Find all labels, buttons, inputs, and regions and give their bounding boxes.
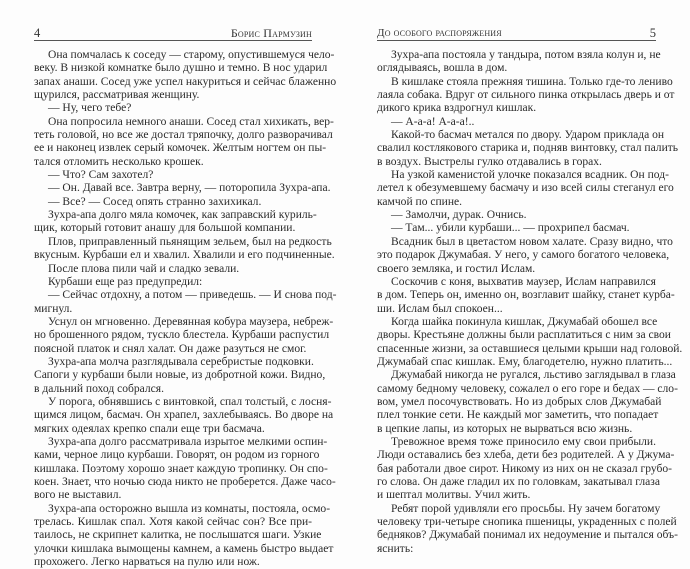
text-line: яснить: bbox=[377, 542, 414, 555]
running-head-title: До особого распоряжения bbox=[377, 27, 502, 39]
text-line: Тревожное время тоже приносило ему свои прибыли. bbox=[391, 435, 656, 448]
text-line: Курбаши еще раз предупредил: bbox=[48, 275, 203, 288]
text-line: тался отломить несколько крошек. bbox=[34, 155, 204, 168]
text-line: спасенные жизни, за оставшиеся целыми крыши над головой. bbox=[377, 342, 683, 355]
text-line: — Там... убили курбаши... — прохрипел басмач. bbox=[391, 222, 630, 235]
text-line: трелась. Кишлак спал. Хотя какой сейчас сон? Все при- bbox=[34, 516, 312, 529]
text-line: в дальний поход собрался. bbox=[34, 382, 164, 395]
text-line: веку. В низкой комнатке было душно и темно. В нос ударил bbox=[34, 62, 328, 75]
right-page bbox=[345, 0, 690, 555]
text-line: — А-а-а! А-а-а!.. bbox=[391, 115, 475, 128]
right-page-body bbox=[377, 49, 683, 556]
text-line: Зухра-апа осторожно вышла из комнаты, постояла, осмо- bbox=[48, 502, 331, 515]
text-line: но брошенного рядом, тускло блестела. Курбаши распустил bbox=[34, 329, 330, 342]
text-line: бедняков? Джумабай понимал их недоумение и пытался объ- bbox=[377, 529, 678, 542]
text-line: это подарок Джумабая. У него, у самого богатого человека, bbox=[377, 249, 670, 262]
text-line: в воздух. Выстрелы гулко отдавались в горах. bbox=[377, 155, 602, 168]
text-line: таилось, не скрипнет калитка, не послышатся шаги. Узкие bbox=[34, 529, 322, 542]
text-line: Она попросила немного анаши. Сосед стал хихикать, вер- bbox=[48, 115, 334, 128]
text-line: — Он. Давай все. Завтра верну, — поторопила Зухра-апа. bbox=[48, 182, 331, 195]
text-line: Соскочив с коня, выхватив маузер, Ислам направился bbox=[391, 275, 656, 288]
text-line: щик, который готовит анашу для большой компании. bbox=[34, 222, 296, 235]
text-line: плел тонкие сети. Не каждый мог заметить, что попадает bbox=[377, 409, 659, 422]
text-line: оглядываясь, вошла в дом. bbox=[377, 62, 508, 75]
text-line: щимся лицом, басмач. Он храпел, захлебываясь. Во дворе на bbox=[34, 409, 334, 422]
text-line: мягких одеялах крепко спали еще три басмача. bbox=[34, 422, 265, 435]
text-line: Плов, приправленный пьянящим зельем, был на редкость bbox=[48, 235, 332, 248]
text-line: Зухра-апа молча разглядывала серебристые подковки. bbox=[48, 355, 314, 368]
text-line: улочки кишлака вымощены камнем, а камень быстро выдает bbox=[34, 542, 334, 555]
text-line: прохожего. Легко нарваться на пулю или нож. bbox=[34, 556, 260, 569]
text-line: запах анаши. Сосед уже успел накуриться и сейчас блаженно bbox=[34, 75, 337, 88]
left-page-header bbox=[34, 27, 312, 41]
page-number: 5 bbox=[649, 26, 656, 40]
text-line: Уснул он мгновенно. Деревянная кобура маузера, небреж- bbox=[48, 315, 334, 328]
text-line: Ребят порой удивляли его просьбы. Ну зачем богатому bbox=[391, 502, 661, 515]
text-line: в дом. Теперь он, именно он, возглавит шайку, станет курба- bbox=[377, 289, 675, 302]
text-line: поясной платок и снял халат. Он даже разуться не смог. bbox=[34, 342, 307, 355]
text-line: кишлака. Поэтому хорошо знает каждую тропинку. Он спо- bbox=[34, 462, 328, 475]
text-line: — Все? — Сосед опять странно захихикал. bbox=[48, 195, 262, 208]
text-line: Джумабай спас кишлак. Ему, благодетелю, нужно платить... bbox=[377, 355, 673, 368]
text-line: дворы. Крестьяне должны были расплатиться с ним за свои bbox=[377, 329, 671, 342]
text-line: ее и наконец извлек серый комочек. Желтым ногтем он пы- bbox=[34, 142, 327, 155]
text-line: Джумабай никогда не ругался, льстиво заглядывал в глаза bbox=[391, 369, 676, 382]
text-line: Всадник был в цветастом новом халате. Сразу видно, что bbox=[391, 235, 673, 248]
text-line: Она помчалась к соседу — старому, опустившемуся чело- bbox=[48, 49, 335, 61]
text-line: летел к обезумевшему басмачу и изо всей силы стеганул его bbox=[377, 182, 674, 195]
running-head-author: Борис Пармузин bbox=[230, 26, 312, 40]
text-line: вого не выставил. bbox=[34, 489, 122, 502]
text-line: Какой-то басмач метался по двору. Ударом приклада он bbox=[391, 129, 665, 142]
text-line: мигнул. bbox=[34, 302, 73, 315]
text-line: в цепкие лапы, из которых не вырваться всю жизнь. bbox=[377, 422, 633, 435]
text-line: Зухра-апа постояла у тандыра, потом взяла колун и, не bbox=[391, 49, 661, 61]
page-number: 4 bbox=[34, 26, 41, 40]
text-line: — Что? Сам захотел? bbox=[48, 169, 154, 182]
text-line: самому бедному человеку, сожалел о его горе и бедах — сло- bbox=[377, 382, 678, 395]
text-line: Люди оставались без хлеба, дети без родителей. А у Джума- bbox=[377, 449, 675, 462]
text-line: вкусным. Курбаши ел и хвалил. Хвалили и его подчиненные. bbox=[34, 249, 335, 262]
right-page-header bbox=[377, 27, 656, 41]
text-line: ками, черное лицо курбаши. Говорят, он родом из горного bbox=[34, 449, 320, 462]
text-line: бая работали двое сирот. Никому из них он не сказал грубо- bbox=[377, 462, 672, 475]
text-line: На узкой каменистой улочке показался всадник. Он под- bbox=[391, 169, 669, 182]
text-line: теть головой, но все же достал тряпочку, долго разворачивал bbox=[34, 129, 333, 142]
text-line: В кишлаке стояла прежняя тишина. Только где-то лениво bbox=[391, 75, 673, 88]
text-line: — Ну, чего тебе? bbox=[48, 102, 132, 115]
text-line: дикого крика вздрогнул кишлак. bbox=[377, 102, 537, 115]
text-line: Зухра-апа долго рассматривала изрытое мелкими оспин- bbox=[48, 435, 328, 448]
text-line: щурился, рассматривая женщину. bbox=[34, 89, 200, 102]
text-line: человеку три-четыре снопика пшеницы, украденных с полей bbox=[377, 516, 677, 529]
text-line: ши. Ислам был спокоен... bbox=[377, 302, 503, 315]
text-line: камчой по спине. bbox=[377, 195, 463, 208]
text-line: После плова пили чай и сладко зевали. bbox=[48, 262, 240, 275]
text-line: Зухра-апа долго мяла комочек, как заправский куриль- bbox=[48, 209, 317, 222]
text-line: лаяла собака. Вдруг от сильного пинка открылась дверь и от bbox=[377, 89, 675, 102]
text-line: У порога, обнявшись с винтовкой, спал толстый, с лосня- bbox=[48, 395, 332, 408]
text-line: — Замолчи, дурак. Очнись. bbox=[391, 209, 527, 222]
left-page-body bbox=[34, 49, 337, 569]
text-line: коен. Знает, что ночью сюда никто не проберется. Даже часо- bbox=[34, 476, 336, 488]
text-line: — Сейчас отдохну, а потом — приведешь. — И снова под- bbox=[48, 289, 337, 302]
text-line: Сапоги у курбаши были новые, из добротной кожи. Видно, bbox=[34, 369, 326, 382]
text-line: Когда шайка покинула кишлак, Джумабай обошел все bbox=[391, 315, 658, 328]
text-line: свалил костлякового старика и, подняв винтовку, стал палить bbox=[377, 142, 679, 155]
text-line: и шептал молитвы. Учил жить. bbox=[377, 489, 531, 502]
text-line: го слова. Он даже гладил их по головкам, закатывал глаза bbox=[377, 476, 660, 488]
text-line: своего земляка, и гостил Ислам. bbox=[377, 262, 536, 275]
text-line: вом, умел посочувствовать. Но из добрых слов Джумабай bbox=[377, 395, 662, 408]
